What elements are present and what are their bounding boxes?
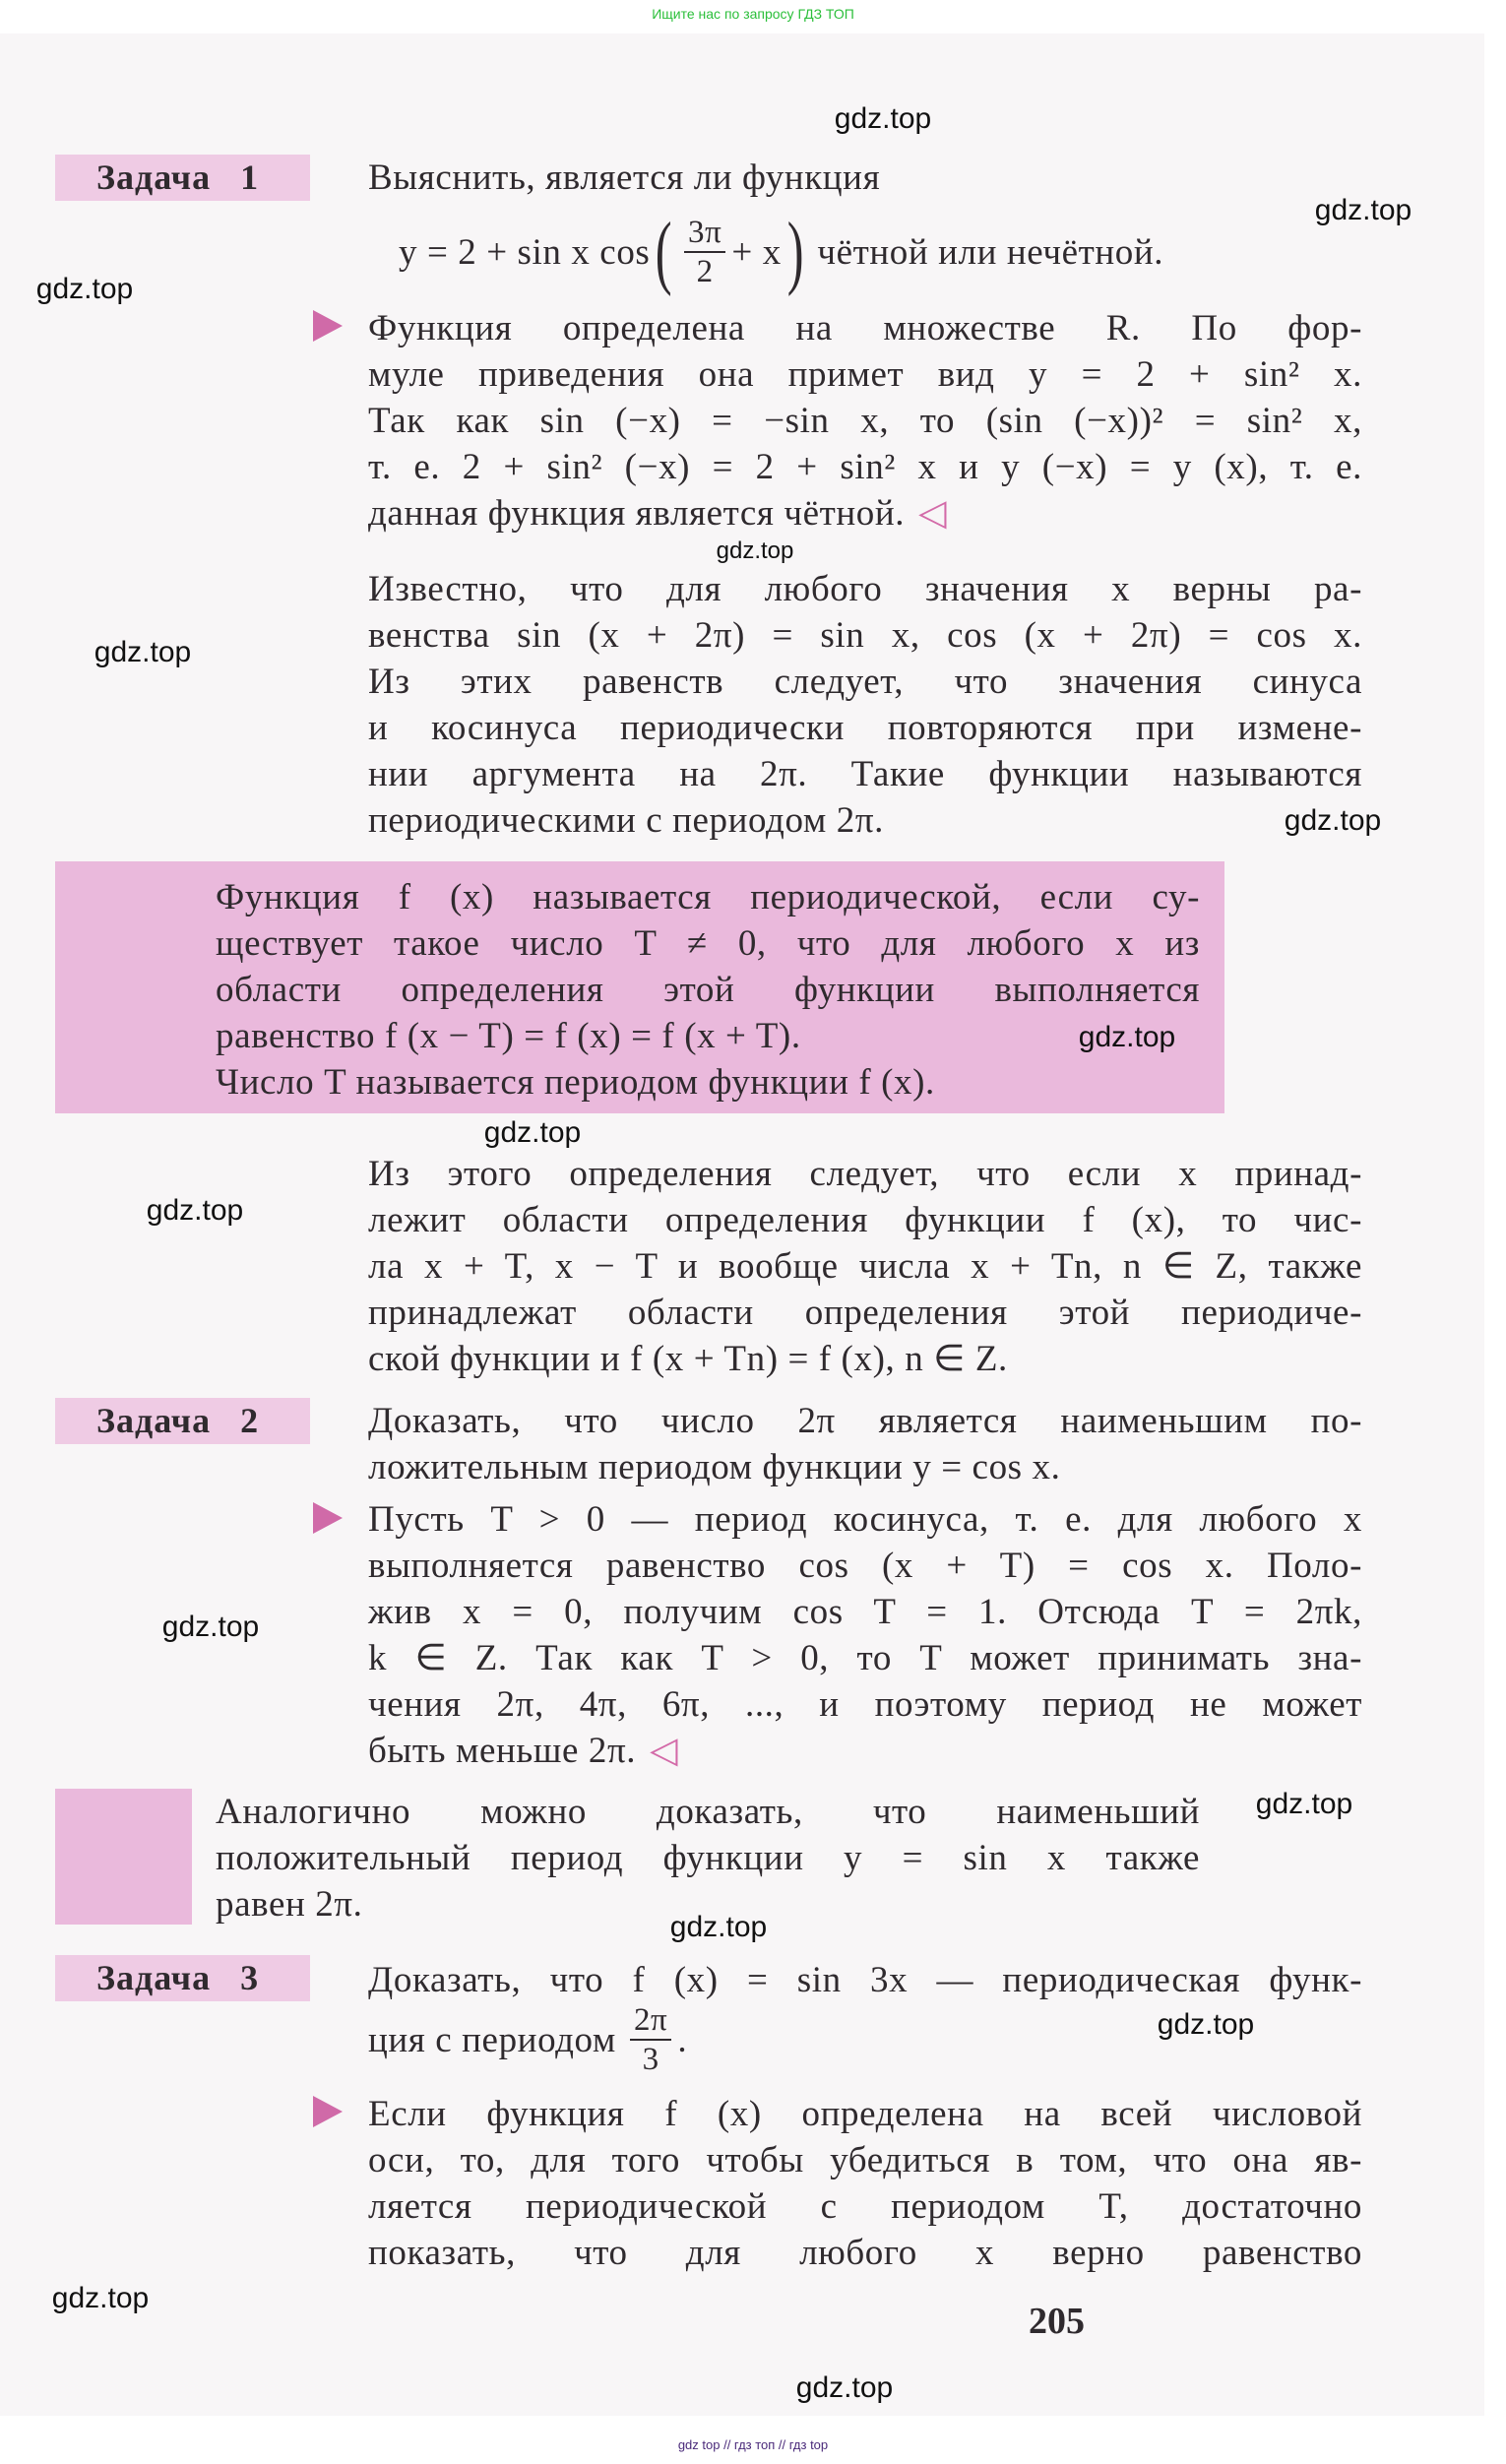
search-banner[interactable]: Ищите нас по запросу ГДЗ ТОП — [652, 6, 854, 22]
watermark: gdz.top — [51, 2282, 150, 2314]
text-line — [368, 305, 1362, 351]
line-text: периодическими с периодом 2π. — [368, 800, 884, 841]
solution-2 — [368, 1496, 1362, 1774]
text-line — [368, 2137, 1362, 2183]
solution-arrow-icon — [313, 310, 343, 342]
line-text: равенство f (x − T) = f (x) = f (x + T). — [216, 1016, 801, 1056]
watermark: gdz.top — [161, 1611, 260, 1643]
line-text: быть меньше 2π. — [368, 1731, 637, 1771]
watermark: gdz.top — [834, 102, 932, 135]
task-2-label — [55, 1398, 310, 1444]
right-paren: ) — [786, 206, 804, 297]
text-line — [216, 1789, 1200, 1835]
text-line — [216, 1013, 1200, 1059]
task-label-text: Задача — [96, 1958, 212, 1997]
solution-arrow-icon — [313, 2096, 343, 2127]
task-1-label — [55, 155, 310, 201]
periodicity-intro — [368, 566, 1362, 844]
watermark: gdz.top — [716, 537, 794, 564]
formula-prefix: y = 2 + sin x cos — [399, 231, 651, 273]
page-number: 205 — [1029, 2301, 1085, 2342]
text-line — [368, 1197, 1362, 1243]
line-text: Из этого определения следует, что если x принад- — [368, 1154, 1362, 1194]
text-line — [368, 1728, 1362, 1774]
line-text: данная функция является чётной. — [368, 493, 906, 534]
fraction-denominator: 2 — [696, 254, 714, 289]
footer-links[interactable]: gdz top // гдз топ // гдз top — [677, 2437, 829, 2452]
line-text: чения 2π, 4π, 6π, ..., и поэтому период не может — [368, 1684, 1362, 1725]
text-line — [216, 967, 1200, 1013]
line-text: ложительным периодом функции y = cos x. — [368, 1447, 1061, 1487]
solution-3 — [368, 2091, 1362, 2276]
task-label-text: Задача — [96, 1401, 212, 1440]
text-line — [368, 751, 1362, 797]
line-text: k ∈ Z. Так как T > 0, то T может принимать зна- — [368, 1638, 1362, 1678]
line-text: Функция определена на множестве R. По фор- — [368, 308, 1362, 348]
line-text: ла x + T, x − T и вообще числа x + Tn, n ∈ Z, также — [368, 1246, 1362, 1287]
line-text: нии аргумента на 2π. Такие функции называются — [368, 754, 1362, 794]
watermark: gdz.top — [1284, 804, 1382, 837]
text-line — [368, 444, 1362, 490]
line-text: Пусть T > 0 — период косинуса, т. е. для любого x — [368, 1499, 1362, 1540]
fraction-denominator: 3 — [642, 2042, 659, 2077]
text-line — [368, 1496, 1362, 1543]
line-text: лежит области определения функции f (x), то чис- — [368, 1200, 1362, 1240]
text-line — [216, 874, 1200, 920]
line-text: муле приведения она примет вид y = 2 + sin² x. — [368, 354, 1362, 395]
watermark: gdz.top — [1078, 1021, 1176, 1053]
fraction — [630, 2001, 671, 2078]
end-of-solution-icon: ◁ — [918, 493, 948, 534]
end-of-solution-icon: ◁ — [650, 1731, 679, 1771]
line-text: Число T называется периодом функции f (x). — [216, 1062, 935, 1103]
task-number: 2 — [240, 1401, 260, 1440]
text-line — [368, 351, 1362, 398]
task-label-text: Задача — [96, 158, 212, 197]
line-text: ской функции и f (x + Tn) = f (x), n ∈ Z. — [368, 1339, 1008, 1379]
periodic-definition — [216, 874, 1200, 1106]
text-line — [368, 1398, 1362, 1444]
text-line: Выяснить, является ли функция — [368, 158, 881, 198]
text-line — [368, 1336, 1362, 1382]
line-text: Из этих равенств следует, что значения синуса — [368, 662, 1362, 702]
text-line — [368, 1151, 1362, 1197]
watermark: gdz.top — [483, 1116, 582, 1149]
line-text: Если функция f (x) определена на всей числовой — [368, 2094, 1362, 2134]
line-text: ляется периодической с периодом T, достаточно — [368, 2186, 1362, 2227]
watermark: gdz.top — [146, 1194, 244, 1227]
line-text: Функция f (x) называется периодической, если су- — [216, 877, 1200, 917]
solution-1 — [368, 305, 1362, 537]
line-text: равен 2π. — [216, 1884, 363, 1925]
line-text: оси, то, для того чтобы убедиться в том, что она яв- — [368, 2140, 1362, 2180]
text-line — [368, 2091, 1362, 2137]
text-line — [368, 2183, 1362, 2230]
line-text: принадлежат области определения этой периодиче- — [368, 1293, 1362, 1333]
watermark: gdz.top — [669, 1911, 768, 1943]
watermark: gdz.top — [1255, 1788, 1353, 1820]
text-line — [368, 398, 1362, 444]
text-line — [368, 1290, 1362, 1336]
task-3-statement — [368, 1957, 1362, 2003]
task-3-label — [55, 1955, 310, 2001]
fraction-numerator: 3π — [684, 214, 725, 253]
text-prefix: ция с периодом — [368, 2019, 616, 2060]
text-line — [368, 566, 1362, 612]
watermark: gdz.top — [35, 273, 134, 305]
formula-inner: + x — [731, 231, 782, 273]
line-text: венства sin (x + 2π) = sin x, cos (x + 2π) = cos x. — [368, 615, 1362, 656]
solution-arrow-icon — [313, 1502, 343, 1534]
task-number: 3 — [240, 1958, 260, 1997]
fraction — [684, 214, 725, 290]
text-line — [368, 490, 1362, 537]
text-line: Доказать, что f (x) = sin 3x — периодическая функ- — [368, 1960, 1362, 2000]
text-line — [368, 612, 1362, 659]
watermark: gdz.top — [795, 2371, 894, 2404]
text-line — [216, 1835, 1200, 1881]
text-line — [368, 1635, 1362, 1681]
task-3-line-2 — [368, 2000, 687, 2079]
text-suffix: . — [677, 2019, 688, 2060]
text-line — [368, 1589, 1362, 1635]
text-line — [368, 1681, 1362, 1728]
text-line — [368, 705, 1362, 751]
line-text: Доказать, что число 2π является наименьшим по- — [368, 1401, 1362, 1441]
watermark: gdz.top — [94, 636, 192, 668]
text-line — [368, 1543, 1362, 1589]
line-text: ществует такое число T ≠ 0, что для любого x из — [216, 923, 1200, 964]
line-text: положительный период функции y = sin x также — [216, 1838, 1200, 1878]
text-line — [368, 797, 1362, 844]
line-text: и косинуса периодически повторяются при измене- — [368, 708, 1362, 748]
side-highlight — [55, 1789, 192, 1925]
task-1-statement — [368, 155, 1362, 201]
watermark: gdz.top — [1157, 2008, 1255, 2041]
task-2-statement — [368, 1398, 1362, 1490]
line-text: жив x = 0, получим cos T = 1. Отсюда T = 2πk, — [368, 1592, 1362, 1632]
line-text: области определения этой функции выполняется — [216, 970, 1200, 1010]
line-text: выполняется равенство cos (x + T) = cos x. Поло- — [368, 1546, 1362, 1586]
analog-note — [216, 1789, 1200, 1927]
line-text: Так как sin (−x) = −sin x, то (sin (−x))² = sin² x, — [368, 401, 1362, 441]
line-text: т. е. 2 + sin² (−x) = 2 + sin² x и y (−x) = y (x), т. е. — [368, 447, 1362, 487]
line-text: показать, что для любого x верно равенство — [368, 2233, 1362, 2273]
fraction-numerator: 2π — [630, 2001, 671, 2041]
text-line — [368, 1444, 1362, 1490]
text-line — [368, 1243, 1362, 1290]
line-text: Аналогично можно доказать, что наименьший — [216, 1792, 1200, 1832]
task-number: 1 — [240, 158, 260, 197]
definition-consequence — [368, 1151, 1362, 1382]
task-1-formula — [399, 206, 1164, 297]
line-text: Известно, что для любого значения x верны ра- — [368, 569, 1362, 609]
text-line — [368, 2230, 1362, 2276]
watermark: gdz.top — [1314, 194, 1412, 226]
text-line — [368, 659, 1362, 705]
text-line — [216, 1059, 1200, 1106]
text-line — [216, 920, 1200, 967]
formula-suffix: чётной или нечётной. — [817, 231, 1164, 273]
left-paren: ( — [656, 206, 673, 297]
